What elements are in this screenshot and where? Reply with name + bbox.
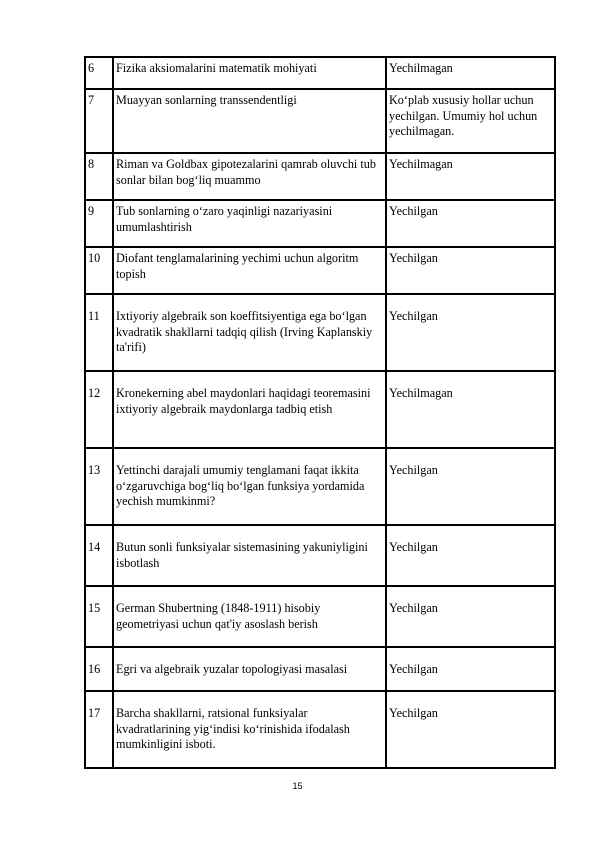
table-row: [85, 525, 555, 586]
row-number: 8: [85, 153, 113, 200]
row-number: 16: [85, 647, 113, 691]
problem-description: German Shubertning (1848-1911) hisobiy geometriyasi uchun qat'iy asoslash berish: [113, 586, 386, 647]
problem-status: Yechilgan: [386, 647, 555, 691]
problem-status: Yechilgan: [386, 200, 555, 247]
problem-description: Muayyan sonlarning transsendentligi: [113, 89, 386, 153]
problem-description: Butun sonli funksiyalar sistemasining yakuniyligini isbotlash: [113, 525, 386, 586]
table-row: [85, 294, 555, 371]
problem-status: Yechilgan: [386, 691, 555, 768]
problem-description: Barcha shakllarni, ratsional funksiyalar kvadratlarining yig‘indisi ko‘rinishida ifodalash mumkinligini isboti.: [113, 691, 386, 768]
row-number: 14: [85, 525, 113, 586]
row-number: 13: [85, 448, 113, 525]
table-row: [85, 448, 555, 525]
problem-description: Fizika aksiomalarini matematik mohiyati: [113, 57, 386, 89]
table-row: [85, 89, 555, 153]
problem-status: Yechilgan: [386, 448, 555, 525]
row-number: 11: [85, 294, 113, 371]
problem-status: Ko‘plab xususiy hollar uchun yechilgan. Umumiy hol uchun yechilmagan.: [386, 89, 555, 153]
table-row: [85, 153, 555, 200]
problem-description: Egri va algebraik yuzalar topologiyasi masalasi: [113, 647, 386, 691]
row-number: 7: [85, 89, 113, 153]
problem-description: Kronekerning abel maydonlari haqidagi teoremasini ixtiyoriy algebraik maydonlarga tadbiq etish: [113, 371, 386, 448]
table-row: [85, 586, 555, 647]
problem-status: Yechilgan: [386, 525, 555, 586]
row-number: 17: [85, 691, 113, 768]
problem-description: Tub sonlarning o‘zaro yaqinligi nazariyasini umumlashtirish: [113, 200, 386, 247]
problem-description: Ixtiyoriy algebraik son koeffitsiyentiga ega bo‘lgan kvadratik shakllarni tadqiq qilish (Irving Kaplanskiy ta'rifi): [113, 294, 386, 371]
row-number: 9: [85, 200, 113, 247]
table-row: [85, 647, 555, 691]
problem-status: Yechilmagan: [386, 371, 555, 448]
row-number: 10: [85, 247, 113, 294]
table-row: [85, 371, 555, 448]
row-number: 6: [85, 57, 113, 89]
problem-status: Yechilmagan: [386, 153, 555, 200]
table-row: [85, 57, 555, 89]
row-number: 15: [85, 586, 113, 647]
problem-status: Yechilgan: [386, 586, 555, 647]
row-number: 12: [85, 371, 113, 448]
table-row: [85, 200, 555, 247]
page-number: 15: [292, 781, 303, 791]
problem-description: Diofant tenglamalarining yechimi uchun algoritm topish: [113, 247, 386, 294]
problem-description: Yettinchi darajali umumiy tenglamani faqat ikkita o‘zgaruvchiga bog‘liq bo‘lgan funksiya yordamida yechish mumkinmi?: [113, 448, 386, 525]
table-row: [85, 691, 555, 768]
hilbert-problems-table: [84, 56, 556, 769]
problem-status: Yechilmagan: [386, 57, 555, 89]
problem-description: Riman va Goldbax gipotezalarini qamrab oluvchi tub sonlar bilan bog‘liq muammo: [113, 153, 386, 200]
problem-status: Yechilgan: [386, 247, 555, 294]
table-row: [85, 247, 555, 294]
problem-status: Yechilgan: [386, 294, 555, 371]
